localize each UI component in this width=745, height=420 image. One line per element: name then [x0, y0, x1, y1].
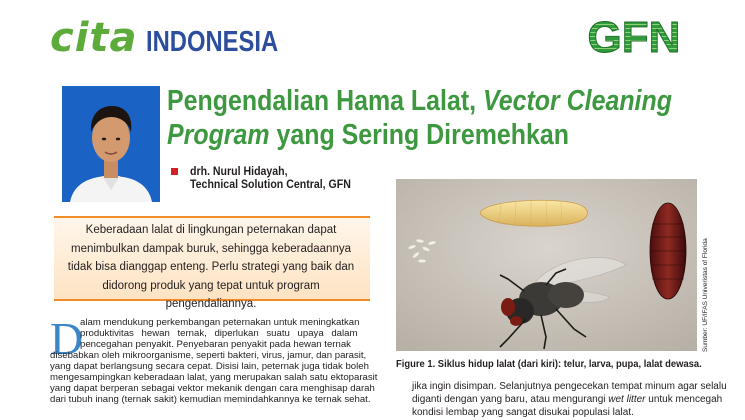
author-name: drh. Nurul Hidayah,: [190, 166, 288, 178]
title-italic-2: Program: [167, 119, 270, 151]
figure-caption: Figure 1. Siklus hidup lalat (dari kiri): telur, larva, pupa, lalat dewasa.: [396, 359, 702, 370]
body-line: disebabkan oleh mikroorganisme, seperti bakteri, virus, jamur, dan parasit,: [50, 350, 367, 361]
figure-source-text: Sumber: UF/IFAS Univeristas of Florida: [702, 238, 709, 352]
gfn-logo: [572, 14, 696, 58]
figure-source: [700, 222, 710, 352]
lead-top-rule: [54, 216, 370, 218]
body-line: alam mendukung perkembangan peternakan untuk meningkatkan: [80, 317, 360, 328]
magazine-logo: [50, 14, 307, 61]
right-body-line: jika ingin disimpan. Selanjutnya pengecekan tempat minum agar selalu: [412, 381, 727, 392]
author-marker: [171, 168, 178, 175]
body-line: dari tubuh inang (ternak sakit) kemudian memindahkannya ke ternak sehat.: [50, 394, 371, 405]
lead-paragraph: Keberadaan lalat di lingkungan peternakan dapat menimbulkan dampak buruk, sehingga keberadaannya tidak bisa dianggap enteng. Perlu strategi yang baik dan didorong produk yang tepat untuk program pengendaliannya.: [67, 224, 355, 310]
body-line: produktivitas hewan ternak, diperlukan suatu upaya dalam: [80, 328, 358, 339]
article-title: [167, 84, 672, 152]
fly-lifecycle-figure: [396, 179, 697, 351]
drop-cap: D: [50, 313, 84, 364]
author-role: Technical Solution Central, GFN: [190, 179, 351, 191]
body-line: yang dapat berperan sebagai vektor mekanik dengan cara menghisap darah: [50, 383, 375, 394]
right-line-2-text: diganti dengan yang baru, atau mengurangi: [412, 394, 609, 405]
right-body-line-2: [412, 394, 722, 407]
right-body-line: kondisi lembap yang sangat disukai populasi lalat.: [412, 407, 634, 418]
title-text-2: yang Sering Diremehkan: [269, 119, 569, 151]
title-text-1: Pengendalian Hama Lalat,: [167, 85, 484, 117]
body-line: yang dapat berlangsung secara cepat. Disisi lain, peternak juga tidak boleh: [50, 361, 369, 372]
author-photo: [62, 86, 160, 202]
right-line-2-italic: wet litter: [608, 394, 646, 405]
right-line-2-tail: untuk mencegah: [645, 394, 723, 405]
fly-larva: [480, 200, 588, 226]
title-italic-1: Vector Cleaning: [483, 85, 672, 117]
body-line: pencegahan penyakit. Penyebaran penyakit pada hewan ternak: [80, 339, 351, 350]
body-line: mengesampingkan keberadaan lalat, yang merupakan salah satu ektoparasit: [50, 372, 378, 383]
magazine-logo-indonesia: INDONESIA: [145, 26, 278, 58]
magazine-logo-cita: cita: [50, 15, 138, 61]
gfn-logo-text: GFN: [587, 14, 681, 58]
